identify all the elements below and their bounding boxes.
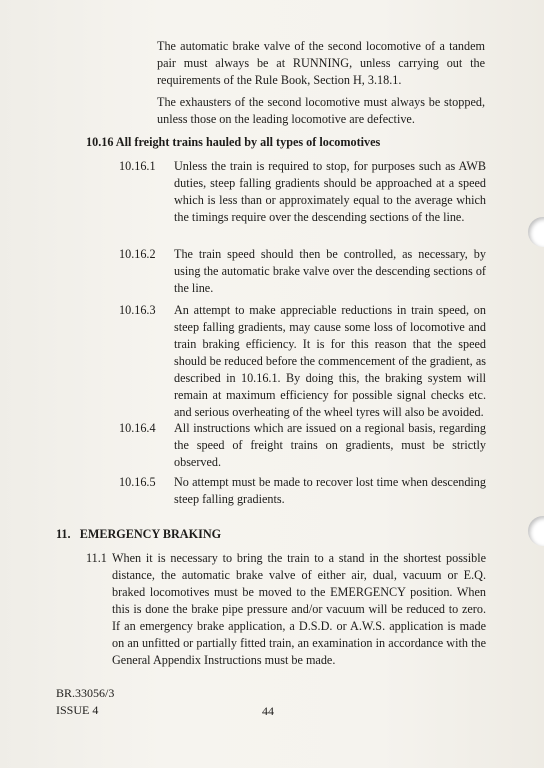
clause-number-10-16-1: 10.16.1 — [119, 159, 156, 173]
clause-number-11-1: 11.1 — [86, 551, 107, 565]
punch-hole-lower — [528, 516, 544, 546]
clause-number-10-16-4: 10.16.4 — [119, 421, 156, 435]
clause-number-10-16-3: 10.16.3 — [119, 303, 156, 317]
paragraph-tandem-brake-valve: The automatic brake valve of the second locomotive of a tandem pair must always be at RUNNING, unless carrying out the requirements of the Rule Book, Section H, 3.18.1. — [157, 39, 485, 87]
punch-hole-upper — [528, 217, 544, 247]
clause-text-11-1: When it is necessary to bring the train to a stand in the shortest possible distance, the automatic brake valve of either air, dual, vacuum or E.Q. braked locomotives must be moved to the EMERGENCY position. When this is done the brake pipe pressure and/or vacuum will be reduced to zero. If an emergency brake application, a D.S.D. or A.W.S. application is made on an unfitted or partially fitted train, an examination in accordance with the General Appendix Instructions must be made. — [112, 551, 486, 667]
clause-text-10-16-2: The train speed should then be controlled, as necessary, by using the automatic brake valve over the descending sections of the line. — [174, 247, 486, 295]
clause-text-10-16-5: No attempt must be made to recover lost time when descending steep falling gradients. — [174, 475, 486, 506]
clause-number-10-16-2: 10.16.2 — [119, 247, 156, 261]
clause-text-10-16-1: Unless the train is required to stop, for purposes such as AWB duties, steep falling gradients should be approached at a speed which is less than or approximately equal to the average which the timings require over the descending sections of the line. — [174, 159, 486, 224]
clause-text-10-16-4: All instructions which are issued on a regional basis, regarding the speed of freight trains on gradients, must be strictly observed. — [174, 421, 486, 469]
section-heading-10-16: 10.16 All freight trains hauled by all types of locomotives — [86, 135, 381, 149]
clause-text-10-16-3: An attempt to make appreciable reductions in train speed, on steep falling gradients, may cause some loss of locomotive and train braking efficiency. It is for this reason that the speed should be reduced before the commencement of the gradient, as described in 10.16.1. By doing this, the braking system will remain at maximum efficiency for possible signal checks etc. and serious overheating of the wheel tyres will also be avoided. — [174, 303, 486, 419]
document-reference: BR.33056/3 — [56, 686, 115, 700]
page-number: 44 — [262, 704, 274, 718]
section-heading-11: 11. EMERGENCY BRAKING — [56, 527, 222, 541]
issue-label: ISSUE 4 — [56, 703, 99, 717]
paragraph-exhausters: The exhausters of the second locomotive must always be stopped, unless those on the leading locomotive are defective. — [157, 95, 485, 126]
clause-number-10-16-5: 10.16.5 — [119, 475, 156, 489]
